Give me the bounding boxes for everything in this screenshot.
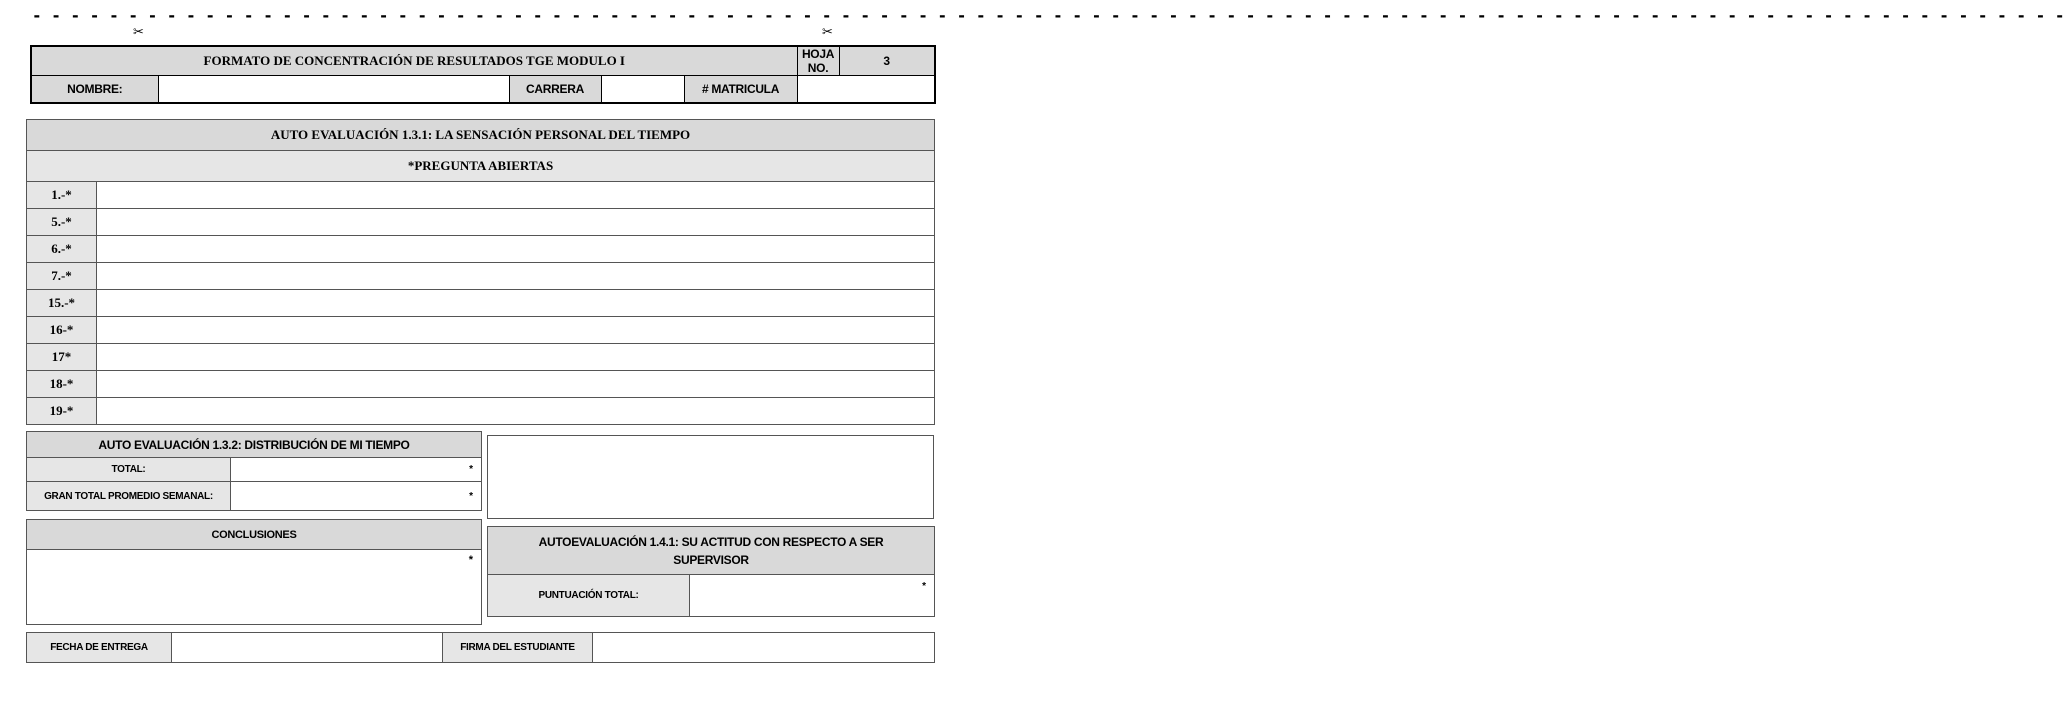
eval-131-table bbox=[26, 119, 935, 425]
name-field[interactable] bbox=[158, 76, 509, 103]
footer-table bbox=[26, 632, 935, 663]
score-field[interactable]: * bbox=[690, 575, 935, 617]
cut-line: - - - - - - - - - - - - - - - - - - - - - - - - - - - - - - - - - - - - - - - - - - - - - - - - - - - - - - - - - - - - - - - - - - - - - - - - - - - - - - - - - - - - - - - - - - - - - - - - - - - - - - - - - - bbox=[32, 6, 2065, 25]
grand-total-field[interactable]: * bbox=[231, 482, 482, 511]
answer-field[interactable] bbox=[97, 290, 935, 317]
form-title: FORMATO DE CONCENTRACIÓN DE RESULTADOS TGE MODULO I bbox=[31, 46, 797, 76]
sheet-number: 3 bbox=[839, 46, 935, 76]
eval-131-subtitle: *PREGUNTA ABIERTAS bbox=[27, 151, 935, 182]
career-label: CARRERA bbox=[509, 76, 601, 103]
question-label: 5.-* bbox=[27, 209, 97, 236]
question-label: 6.-* bbox=[27, 236, 97, 263]
answer-field[interactable] bbox=[97, 236, 935, 263]
question-label: 17* bbox=[27, 344, 97, 371]
answer-field[interactable] bbox=[97, 263, 935, 290]
answer-field[interactable] bbox=[97, 317, 935, 344]
blank-box[interactable] bbox=[487, 435, 934, 519]
score-label: PUNTUACIÓN TOTAL: bbox=[488, 575, 690, 617]
conclusions-title: CONCLUSIONES bbox=[27, 520, 482, 550]
conclusions-field[interactable]: * bbox=[27, 550, 482, 625]
sheet-label: HOJA NO. bbox=[797, 46, 839, 76]
conclusions-table bbox=[26, 519, 482, 625]
grand-total-label: GRAN TOTAL PROMEDIO SEMANAL: bbox=[27, 482, 231, 511]
delivery-date-label: FECHA DE ENTREGA bbox=[27, 633, 172, 663]
answer-field[interactable] bbox=[97, 344, 935, 371]
scissors-icon: ✂ bbox=[133, 25, 144, 40]
total-label: TOTAL: bbox=[27, 458, 231, 482]
answer-field[interactable] bbox=[97, 182, 935, 209]
scissors-icon: ✂ bbox=[822, 25, 833, 40]
eval-132-table bbox=[26, 431, 482, 511]
question-label: 19-* bbox=[27, 398, 97, 425]
eval-132-title: AUTO EVALUACIÓN 1.3.2: DISTRIBUCIÓN DE MI TIEMPO bbox=[27, 432, 482, 458]
question-label: 15.-* bbox=[27, 290, 97, 317]
total-field[interactable]: * bbox=[231, 458, 482, 482]
name-label: NOMBRE: bbox=[31, 76, 158, 103]
signature-field[interactable] bbox=[593, 633, 935, 663]
header-table bbox=[30, 45, 936, 104]
question-label: 7.-* bbox=[27, 263, 97, 290]
id-field[interactable] bbox=[797, 76, 935, 103]
answer-field[interactable] bbox=[97, 371, 935, 398]
delivery-date-field[interactable] bbox=[172, 633, 443, 663]
answer-field[interactable] bbox=[97, 398, 935, 425]
eval-141-title: AUTOEVALUACIÓN 1.4.1: SU ACTITUD CON RESPECTO A SER SUPERVISOR bbox=[488, 527, 935, 575]
question-label: 1.-* bbox=[27, 182, 97, 209]
question-label: 16-* bbox=[27, 317, 97, 344]
signature-label: FIRMA DEL ESTUDIANTE bbox=[443, 633, 593, 663]
answer-field[interactable] bbox=[97, 209, 935, 236]
question-label: 18-* bbox=[27, 371, 97, 398]
eval-141-table bbox=[487, 526, 935, 617]
eval-131-title: AUTO EVALUACIÓN 1.3.1: LA SENSACIÓN PERSONAL DEL TIEMPO bbox=[27, 120, 935, 151]
id-label: # MATRICULA bbox=[684, 76, 797, 103]
career-field[interactable] bbox=[601, 76, 684, 103]
